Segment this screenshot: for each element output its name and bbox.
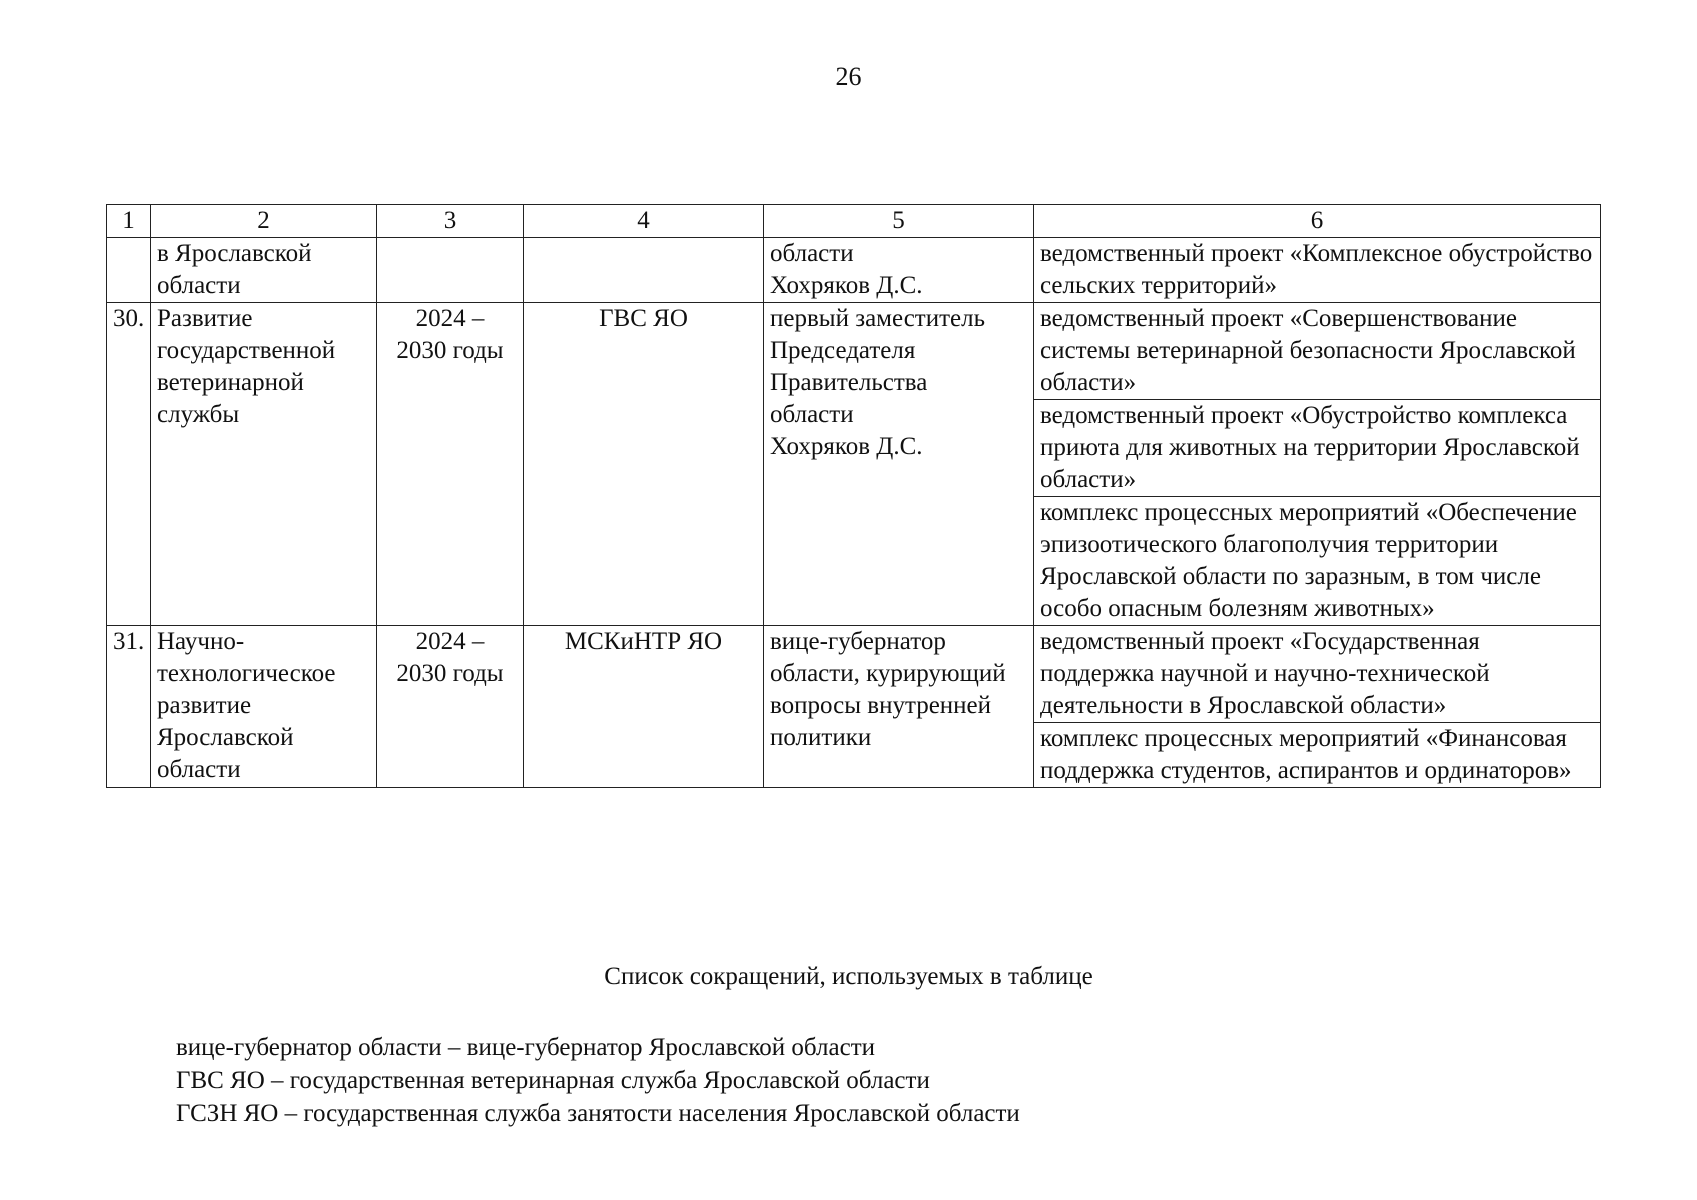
row-number: 30.: [107, 303, 151, 626]
table-header-row: [107, 205, 1601, 238]
program-years: [377, 238, 524, 303]
program-project: ведомственный проект «Обустройство комплекса приюта для животных на территории Ярославской области»: [1034, 400, 1601, 497]
abbreviation-item: ГВС ЯО – государственная ветеринарная служба Ярославской области: [176, 1067, 930, 1094]
program-name: в Ярославской области: [151, 238, 377, 303]
program-curator: первый заместитель Председателя Правительства области Хохряков Д.С.: [764, 303, 1034, 626]
programs-table: [106, 204, 1601, 788]
abbreviations-title: Список сокращений, используемых в таблице: [604, 963, 1093, 990]
header-col-4: 4: [524, 205, 764, 238]
page-number: 26: [835, 62, 862, 91]
program-executor: МСКиНТР ЯО: [524, 626, 764, 788]
header-col-1: 1: [107, 205, 151, 238]
program-years: 2024 – 2030 годы: [377, 626, 524, 788]
program-curator: вице-губернатор области, курирующий вопросы внутренней политики: [764, 626, 1034, 788]
table-row: [107, 626, 1601, 723]
program-project: ведомственный проект «Совершенствование системы ветеринарной безопасности Ярославской области»: [1034, 303, 1601, 400]
program-years: 2024 – 2030 годы: [377, 303, 524, 626]
program-executor: [524, 238, 764, 303]
header-col-3: 3: [377, 205, 524, 238]
program-curator: области Хохряков Д.С.: [764, 238, 1034, 303]
header-col-5: 5: [764, 205, 1034, 238]
program-name: Развитие государственной ветеринарной службы: [151, 303, 377, 626]
table-row: [107, 303, 1601, 400]
row-number: 31.: [107, 626, 151, 788]
abbreviations-list: [176, 1031, 1020, 1130]
program-project: ведомственный проект «Государственная поддержка научной и научно-технической деятельности в Ярославской области»: [1034, 626, 1601, 723]
program-name: Научно- технологическое развитие Ярославской области: [151, 626, 377, 788]
table-row: [107, 238, 1601, 303]
abbreviation-item: вице-губернатор области – вице-губернатор Ярославской области: [176, 1034, 875, 1061]
header-col-6: 6: [1034, 205, 1601, 238]
program-project: комплекс процессных мероприятий «Финансовая поддержка студентов, аспирантов и ординаторов»: [1034, 723, 1601, 788]
program-executor: ГВС ЯО: [524, 303, 764, 626]
row-number: [107, 238, 151, 303]
program-project: ведомственный проект «Комплексное обустройство сельских территорий»: [1034, 238, 1601, 303]
abbreviation-item: ГСЗН ЯО – государственная служба занятости населения Ярославской области: [176, 1100, 1020, 1127]
header-col-2: 2: [151, 205, 377, 238]
program-project: комплекс процессных мероприятий «Обеспечение эпизоотического благополучия территории Ярославской области по заразным, в том числе особо опасным болезням животных»: [1034, 497, 1601, 626]
